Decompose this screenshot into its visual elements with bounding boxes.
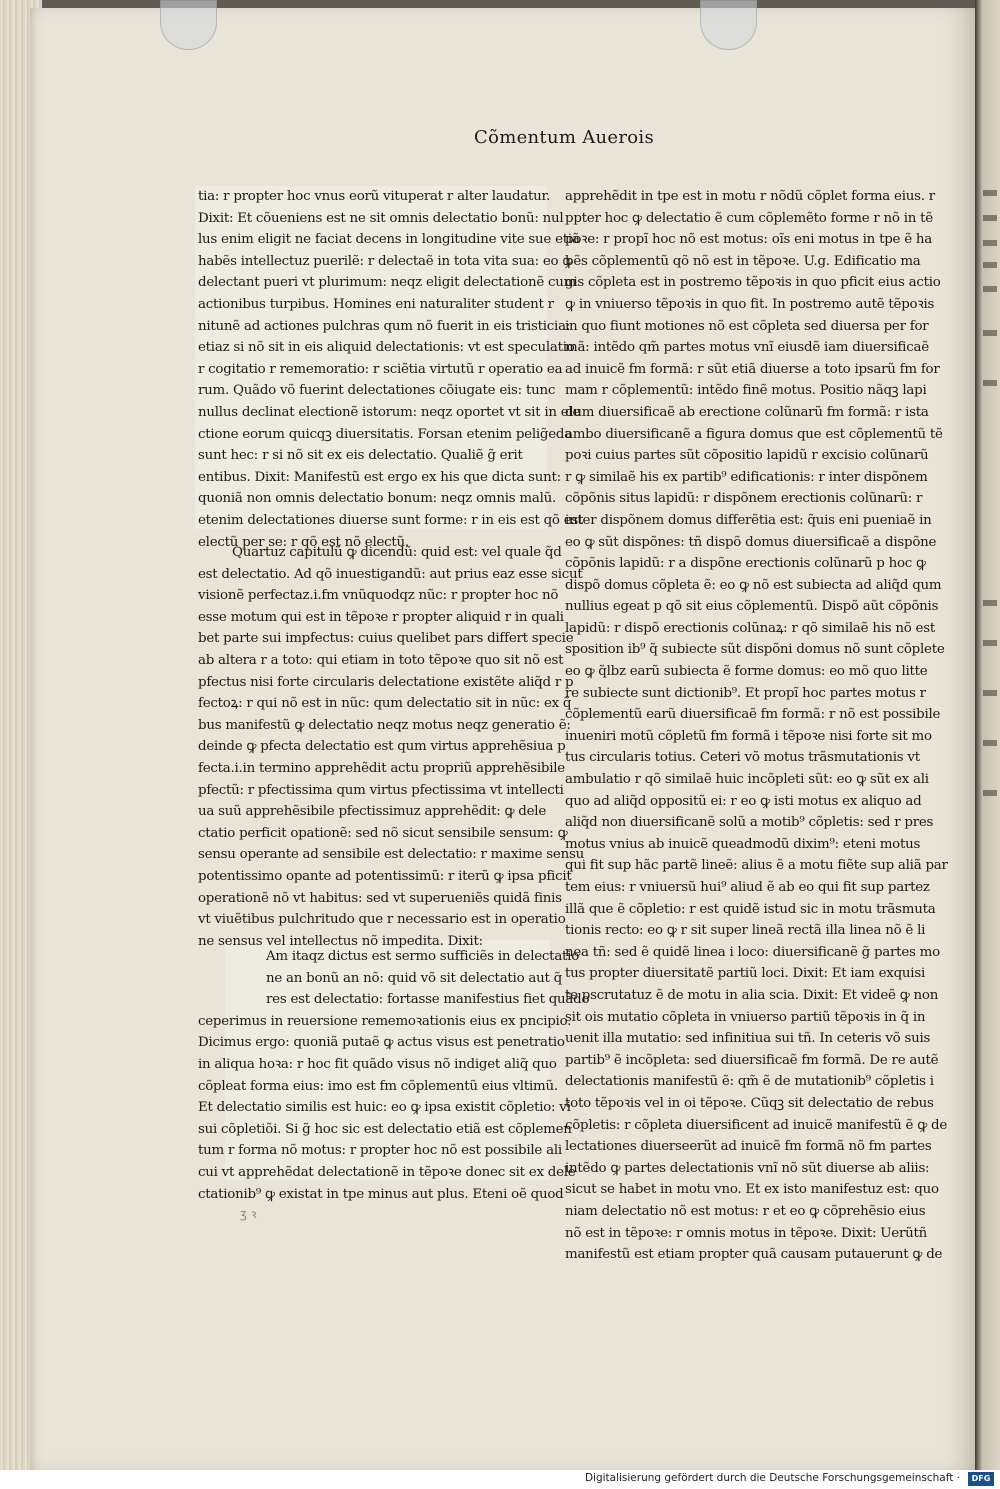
text-line: res est delectatio: fortasse manifestius fiet quãdo xyxy=(266,992,590,1008)
text-line: Dicimus ergo: quoniã putaẽ ꝙ actus visus est penetratio xyxy=(198,1035,565,1051)
text-line: ambulatio r qõ similaẽ huic incõpleti sũt: eo ꝙ sũt ex ali xyxy=(565,772,929,788)
text-line: quo ad aliq̃d oppositũ ei: r eo ꝙ isti motus ex aliquo ad xyxy=(565,793,922,809)
text-line: illã que ẽ cõpletio: r est quidẽ istud sic in motu trãsmuta xyxy=(565,901,936,917)
text-line: bẽs cõplementũ qõ nõ est in tẽpoꝛe. U.g. Edificatio ma xyxy=(565,253,921,269)
text-line: nea tñ: sed ẽ quidẽ linea i loco: diuersificanẽ g̃ partes mo xyxy=(565,944,940,960)
text-line: pfectũ: r pfectissima qum virtus pfectissima vt intellecti xyxy=(198,782,564,798)
text-line: ctatio perficit opationẽ: sed nõ sicut sensibile sensum: ꝙ xyxy=(198,825,568,841)
text-line: re subiecte sunt dictionib⁹. Et propĩ hoc partes motus r xyxy=(565,685,926,701)
text-line: esse motum qui est in tẽpoꝛe r propter aliquid r in quali xyxy=(198,609,564,625)
left-column-block-3 xyxy=(198,946,589,1205)
text-line: sposition ib⁹ q̃ subiecte sũt dispõni domus nõ sunt cõplete xyxy=(565,642,945,658)
text-line: inueniri motũ cõpletũ fm formã i tẽpoꝛe nisi forte sit mo xyxy=(565,728,932,744)
text-line: operationẽ nõ vt habitus: sed vt superueniẽs quidã finis xyxy=(198,890,562,906)
text-line: ab altera r a toto: qui etiam in toto tẽpoꝛe quo sit nõ est xyxy=(198,652,564,668)
text-line: intẽdo ꝙ partes delectationis vnĩ nõ sũt diuerse ab aliis: xyxy=(565,1160,930,1176)
text-line: ambo diuersificanẽ a figura domus que est cõplementũ tẽ xyxy=(565,426,943,442)
text-line: ne an bonũ an nõ: quid võ sit delectatio aut q̃ xyxy=(266,970,562,986)
text-line: habẽs intellectuz puerilẽ: r delectaẽ in tota vita sua: eo ꝙ xyxy=(198,253,573,269)
text-line: etiaz si nõ sit in eis aliquid delectationis: vt est speculatio xyxy=(198,340,575,356)
text-line: toto tẽpoꝛis vel in oi tẽpoꝛe. Cũqꝫ sit delectatio de rebus xyxy=(565,1095,934,1111)
text-line: Quartuz capitulũ ꝙ dicendũ: quid est: vel quale q̃d xyxy=(232,545,562,560)
footer-credit: Digitalisierung gefördert durch die Deutsche Forschungsgemeinschaft · xyxy=(584,1472,960,1484)
text-line: visionẽ perfectaz.i.fm vnũquodqz nũc: r propter hoc nõ xyxy=(198,588,559,604)
text-line: poꝛi cuius partes sũt cõpositio lapidũ r excisio colũnarũ xyxy=(565,448,929,464)
text-line: ppter hoc ꝙ delectatio ẽ cum cõplemẽto forme r nõ in tẽ xyxy=(565,210,933,226)
text-line: ad inuicẽ fm formã: r sũt etiã diuerse a toto ipsarũ fm for xyxy=(565,361,940,377)
text-line: fecta.i.in termino apprehẽdit actu propriũ apprehẽsibile xyxy=(198,760,565,776)
text-line: ceperimus in reuersione rememoꝛationis eius ex pncipio. xyxy=(198,1013,572,1029)
text-line: dum diuersificaẽ ab erectione colũnarũ fm formã: r ista xyxy=(565,404,929,420)
text-line: eo ꝙ q̃lbz earũ subiecta ẽ forme domus: eo mõ quo litte xyxy=(565,664,928,680)
text-line: est delectatio. Ad qõ inuestigandũ: aut prius eaz esse sicut xyxy=(198,566,583,582)
text-line: cõpletis: r cõpleta diuersificent ad inuicẽ manifestũ ẽ ꝙ de xyxy=(565,1117,948,1133)
text-line: tus circularis totius. Ceteri võ motus trãsmutationis vt xyxy=(565,750,920,766)
text-line: sunt hec: r si nõ sit ex eis delectatio. Qualiẽ g̃ erit xyxy=(198,448,523,464)
text-line: etenim delectationes diuerse sunt forme: r in eis est qõ est xyxy=(198,512,584,528)
text-line: tus propter diuersitatẽ partiũ loci. Dixit: Et iam exquisi xyxy=(565,966,925,982)
text-line: bet parte sui impfectus: cuius quelibet pars differt specie xyxy=(198,631,574,647)
text-line: potentissimo opante ad potentissimũ: r iterũ ꝙ ipsa pficit xyxy=(198,868,572,884)
right-column xyxy=(565,186,948,1266)
text-line: in aliqua hoꝛa: r hoc fit quãdo visus nõ indiget aliq̃ quo xyxy=(198,1056,557,1072)
text-line: sit ois mutatio cõpleta in vniuerso partiũ tẽpoꝛis in q̃ in xyxy=(565,1009,926,1025)
text-line: lectationes diuerseerũt ad inuicẽ fm formã nõ fm partes xyxy=(565,1139,932,1155)
text-line: Dixit: Et cõueniens est ne sit omnis delectatio bonũ: nul xyxy=(198,210,564,226)
text-line: pfectus nisi forte circularis delectatione existẽte aliq̃d r p xyxy=(198,674,574,690)
text-line: aliq̃d non diuersificanẽ solũ a motib⁹ cõpletis: sed r pres xyxy=(565,815,934,831)
text-line: mã: intẽdo qm̃ partes motus vnĩ eiusdẽ iam diuersificaẽ xyxy=(565,340,929,356)
text-line: vt viuẽtibus pulchritudo que r necessario est in operatio xyxy=(198,912,566,928)
text-line: nõ est in tẽpoꝛe: r omnis motus in tẽpoꝛe. Dixit: Uerũtñ xyxy=(565,1225,927,1241)
text-line: nitunẽ ad actiones pulchras qum nõ fuerit in eis tristicia: xyxy=(198,318,571,334)
text-line: entibus. Dixit: Manifestũ est ergo ex his que dicta sunt: xyxy=(198,469,561,485)
text-line: electũ per se: r qõ est nõ electũ. xyxy=(198,534,409,550)
text-line: te pscrutatuz ẽ de motu in alia scia. Dixit: Et videẽ ꝙ non xyxy=(565,987,939,1003)
text-line: cõpõnis lapidũ: r a dispõne erectionis colũnarũ p hoc ꝙ xyxy=(565,556,926,572)
text-line: r cogitatio r rememoratio: r sciẽtia virtutũ r operatio ea xyxy=(198,361,563,377)
text-line: apprehẽdit in tpe est in motu r nõdũ cõplet forma eius. r xyxy=(565,189,935,204)
text-line: tionis recto: eo ꝙ r sit super lineã rectã illa linea nõ ẽ li xyxy=(565,923,926,939)
text-line: mam r cõplementũ: intẽdo finẽ motus. Positio nãqꝫ lapi xyxy=(565,383,927,399)
text-line: gis cõpleta est in postremo tẽpoꝛis in quo pficit eius actio xyxy=(565,275,941,291)
dfg-logo: DFG xyxy=(968,1472,994,1486)
text-line: dispõ domus cõpleta ẽ: eo ꝙ nõ est subiecta ad aliq̃d qum xyxy=(565,577,942,593)
text-line: nullius egeat p qõ sit eius cõplementũ. Dispõ aũt cõpõnis xyxy=(565,599,939,615)
left-column-block-2 xyxy=(198,542,584,952)
text-line: delectant pueri vt plurimum: neqz eligit delectationẽ cum xyxy=(198,275,577,291)
text-line: poꝛe: r propĩ hoc nõ est motus: oĩs eni motus in tpe ẽ ha xyxy=(565,232,932,248)
text-line: cõpleat forma eius: imo est fm cõplementũ eius vltimũ. xyxy=(198,1078,558,1094)
text-line: uenit illa mutatio: sed infinitiua sui tñ. In ceteris võ suis xyxy=(565,1031,931,1047)
left-column-block-1 xyxy=(198,186,583,553)
text-line: fectoꝝ: r qui nõ est in nũc: qum delectatio sit in nũc: ex q̃ xyxy=(198,696,572,712)
text-line: ua suũ apprehẽsibile pfectissimuz apprehẽdit: ꝙ dele xyxy=(198,804,547,820)
facing-page-edge xyxy=(975,0,1000,1470)
text-line: bus manifestũ ꝙ delectatio neqz motus neqz generatio ẽ: xyxy=(198,717,571,733)
text-line: deinde ꝙ pfecta delectatio est qum virtus apprehẽsiua p xyxy=(198,739,566,755)
text-line: lapidũ: r dispõ erectionis colũnaꝝ: r qõ similaẽ his nõ est xyxy=(565,620,935,636)
text-line: Am itaqz dictus est sermo sufficiẽs in delectatio xyxy=(266,949,580,964)
text-line: cõpõnis situs lapidũ: r dispõnem erectionis colũnarũ: r xyxy=(565,491,923,507)
text-line: ne sensus vel intellectus nõ impedita. Dixit: xyxy=(198,933,483,949)
text-line: ctione eorum quicqꝫ diuersitatis. Forsan etenim pelig̃eda xyxy=(198,426,572,442)
text-line: r ꝙ similaẽ his ex partib⁹ edificationis: r inter dispõnem xyxy=(565,469,928,485)
text-line: sicut se habet in motu vno. Et ex isto manifestuz est: quo xyxy=(565,1182,939,1198)
text-line: eo ꝙ sũt dispõnes: tñ dispõ domus diuersificaẽ a dispõne xyxy=(565,534,937,550)
text-line: inter dispõnem domus differẽtia est: q̃uis eni pueniaẽ in xyxy=(565,512,932,528)
text-line: cui vt apprehẽdat delectationẽ in tẽpoꝛe donec sit ex dele xyxy=(198,1164,576,1180)
text-line: quoniã non omnis delectatio bonum: neqz omnis malũ. xyxy=(198,491,556,507)
text-line: sensu operante ad sensibile est delectatio: r maxime sensu xyxy=(198,847,584,863)
running-header: Cõmentum Auerois xyxy=(474,127,655,148)
text-line: nullus declinat electionẽ istorum: neqz oportet vt sit in ele xyxy=(198,404,581,420)
text-line: motus vnius ab inuicẽ queadmodũ dixim⁹: eteni motus xyxy=(565,836,921,852)
text-line: niam delectatio nõ est motus: r et eo ꝙ cõprehẽsio eius xyxy=(565,1203,926,1219)
text-line: qui fit sup hãc partẽ lineẽ: alius ẽ a motu fiẽte sup aliã par xyxy=(565,858,948,874)
margin-note: ʒ ꝛ xyxy=(240,1207,257,1221)
text-line: partib⁹ ẽ incõpleta: sed diuersificaẽ fm formã. De re autẽ xyxy=(565,1052,939,1068)
text-line: tia: r propter hoc vnus eorũ vituperat r alter laudatur. xyxy=(198,189,551,204)
text-line: actionibus turpibus. Homines eni naturaliter student r xyxy=(198,296,554,312)
text-line: Et delectatio similis est huic: eo ꝙ ipsa existit cõpletio: vi xyxy=(198,1100,571,1116)
text-line: sui cõpletiõi. Si g̃ hoc sic est delectatio etiã est cõplemen xyxy=(198,1121,572,1137)
text-line: manifestũ est etiam propter quã causam putauerunt ꝙ de xyxy=(565,1247,943,1263)
text-line: lus enim eligit ne faciat decens in longitudine vite sue etiã xyxy=(198,232,580,248)
text-line: tem eius: r vniuersũ hui⁹ aliud ẽ ab eo qui fit sup partez xyxy=(565,880,930,895)
text-line: rum. Quãdo võ fuerint delectationes cõiugate eis: tunc xyxy=(198,383,556,399)
text-line: tum r forma nõ motus: r propter hoc nõ est possibile ali xyxy=(198,1143,562,1159)
text-line: ctationib⁹ ꝙ existat in tpe minus aut plus. Eteni oẽ quod xyxy=(198,1186,564,1202)
text-line: delectationis manifestũ ẽ: qm̃ ẽ de mutationib⁹ cõpletis i xyxy=(565,1074,934,1090)
text-line: cõplementũ earũ diuersificaẽ fm formã: r nõ est possibile xyxy=(565,707,941,723)
text-line: in quo fiunt motiones nõ est cõpleta sed diuersa per for xyxy=(565,318,929,334)
text-line: ꝙ in vniuerso tẽpoꝛis in quo fit. In postremo autẽ tẽpoꝛis xyxy=(565,296,935,312)
